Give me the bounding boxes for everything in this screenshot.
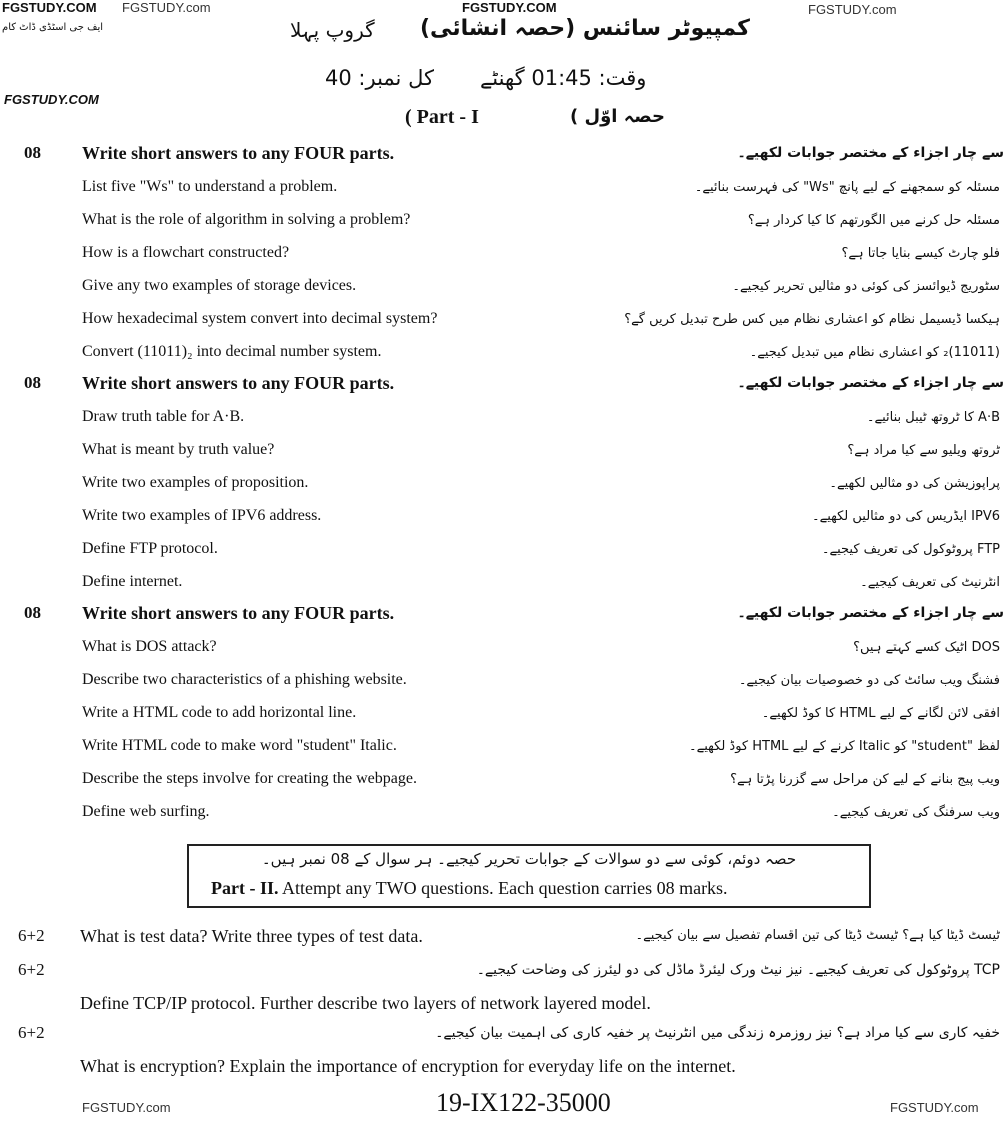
section-heading-urdu: سے چار اجزاء کے مختصر جوابات لکھیے۔	[737, 605, 1004, 621]
question-item-urdu: فشنگ ویب سائٹ کی دو خصوصیات بیان کیجیے۔	[738, 673, 1000, 688]
section-marks: 08	[24, 603, 41, 622]
long-question-urdu: خفیہ کاری سے کیا مراد ہے؟ نیز روزمرہ زندگی میں انٹرنیٹ پر خفیہ کاری کی اہمیت بیان کیجیے۔	[435, 1025, 1000, 1041]
question-item-urdu: FTP پروٹوکول کی تعریف کیجیے۔	[821, 542, 1000, 557]
part-two-urdu: حصہ دوئم، کوئی سے دو سوالات کے جوابات تحریر کیجیے۔ ہر سوال کے 08 نمبر ہیں۔	[261, 850, 797, 868]
watermark: FGSTUDY.COM	[462, 0, 557, 15]
section-heading: Write short answers to any FOUR parts.	[82, 373, 395, 393]
question-item: Give any two examples of storage devices.	[82, 277, 357, 294]
question-item: Write HTML code to make word "student" Italic.	[82, 737, 397, 754]
question-item-urdu: سٹوریج ڈیوائسز کی کوئی دو مثالیں تحریر کیجیے۔	[732, 279, 1000, 294]
question-item: List five "Ws" to understand a problem.	[82, 178, 338, 195]
question-item: Write two examples of IPV6 address.	[82, 507, 322, 524]
part-one-urdu: حصہ اوّل )	[570, 106, 665, 127]
section-marks: 08	[24, 373, 41, 392]
question-item-urdu: (11011)₂ کو اعشاری نظام میں تبدیل کیجیے۔	[749, 345, 1000, 360]
long-question-urdu: TCP پروٹوکول کی تعریف کیجیے۔ نیز نیٹ ورک لیئرڈ ماڈل کی دو لیئرز کی وضاحت کیجیے۔	[476, 962, 1000, 978]
question-item: Write two examples of proposition.	[82, 474, 309, 491]
section-heading-urdu: سے چار اجزاء کے مختصر جوابات لکھیے۔	[737, 145, 1004, 161]
part-one-label: ( Part - I	[405, 106, 479, 128]
watermark: FGSTUDY.com	[82, 1100, 171, 1115]
long-question: What is test data? Write three types of test data.	[80, 926, 423, 946]
watermark: FGSTUDY.COM	[4, 92, 99, 107]
question-item: What is DOS attack?	[82, 638, 217, 655]
question-item: Convert (11011)₂ into decimal number system.	[82, 343, 382, 360]
question-item-urdu: ویب پیج بنانے کے لیے کن مراحل سے گزرنا پڑتا ہے؟	[730, 772, 1000, 787]
time-urdu: وقت: 01:45 گھنٹے	[480, 66, 647, 90]
question-item-urdu: فلو چارٹ کیسے بنایا جاتا ہے؟	[841, 246, 1000, 261]
question-item-urdu: ٹروتھ ویلیو سے کیا مراد ہے؟	[847, 443, 1000, 458]
question-item: How hexadecimal system convert into decimal system?	[82, 310, 438, 327]
question-item-urdu: پراپوزیشن کی دو مثالیں لکھیے۔	[829, 476, 1000, 491]
question-item: Define web surfing.	[82, 803, 210, 820]
question-item-urdu: لفظ "student" کو Italic کرنے کے لیے HTML کوڈ لکھیے۔	[688, 739, 1000, 754]
question-item-urdu: افقی لائن لگانے کے لیے HTML کا کوڈ لکھیے۔	[761, 706, 1000, 721]
watermark: FGSTUDY.COM	[2, 0, 97, 15]
question-item-urdu: انٹرنیٹ کی تعریف کیجیے۔	[860, 575, 1000, 590]
question-item-urdu: ویب سرفنگ کی تعریف کیجیے۔	[832, 805, 1000, 820]
question-item: Draw truth table for A·B.	[82, 408, 245, 425]
long-question: What is encryption? Explain the importance of encryption for everyday life on the internet.	[80, 1056, 736, 1076]
question-item-urdu: DOS اٹیک کسے کہتے ہیں؟	[853, 640, 1000, 655]
part-two-box	[187, 844, 871, 908]
section-heading: Write short answers to any FOUR parts.	[82, 143, 395, 163]
question-item: What is the role of algorithm in solving a problem?	[82, 211, 411, 228]
long-question: Define TCP/IP protocol. Further describe two layers of network layered model.	[80, 993, 651, 1013]
marks-urdu: کل نمبر: 40	[325, 66, 434, 90]
paper-code: 19-IX122-35000	[436, 1088, 611, 1117]
question-item: Describe the steps involve for creating the webpage.	[82, 770, 417, 787]
question-item-urdu: مسئلہ کو سمجھنے کے لیے پانچ "Ws" کی فہرست بنائیے۔	[694, 180, 1000, 195]
watermark: FGSTUDY.com	[808, 2, 897, 17]
question-item: Write a HTML code to add horizontal line.	[82, 704, 357, 721]
section-marks: 08	[24, 143, 41, 162]
question-item-urdu: ہیکسا ڈیسیمل نظام کو اعشاری نظام میں کس طرح تبدیل کریں گے؟	[624, 312, 1000, 327]
title-urdu: کمپیوٹر سائنس (حصہ انشائی)	[420, 16, 750, 41]
group-urdu: گروپ پہلا	[290, 18, 375, 42]
question-item: Describe two characteristics of a phishing website.	[82, 671, 407, 688]
question-item-urdu: A·B کا ٹروتھ ٹیبل بنائیے۔	[866, 410, 1000, 425]
part-two-instruction: Attempt any TWO questions. Each question carries 08 marks.	[282, 878, 728, 898]
question-marks: 6+2	[18, 926, 45, 945]
question-item-urdu: مسئلہ حل کرنے میں الگورتھم کا کیا کردار ہے؟	[747, 213, 1000, 228]
question-item-urdu: IPV6 ایڈریس کی دو مثالیں لکھیے۔	[811, 509, 1000, 524]
part-two-label: Part - II.	[211, 878, 279, 898]
long-question-urdu: ٹیسٹ ڈیٹا کیا ہے؟ ٹیسٹ ڈیٹا کی تین اقسام تفصیل سے بیان کیجیے۔	[635, 928, 1000, 943]
watermark-urdu: ایف جی اسٹڈی ڈاٹ کام	[2, 22, 104, 33]
watermark: FGSTUDY.com	[890, 1100, 979, 1115]
question-item: Define FTP protocol.	[82, 540, 218, 557]
question-item: Define internet.	[82, 573, 183, 590]
question-item: How is a flowchart constructed?	[82, 244, 290, 261]
section-heading: Write short answers to any FOUR parts.	[82, 603, 395, 623]
section-heading-urdu: سے چار اجزاء کے مختصر جوابات لکھیے۔	[737, 375, 1004, 391]
question-marks: 6+2	[18, 960, 45, 979]
question-marks: 6+2	[18, 1023, 45, 1042]
question-item: What is meant by truth value?	[82, 441, 275, 458]
watermark: FGSTUDY.com	[122, 0, 211, 15]
